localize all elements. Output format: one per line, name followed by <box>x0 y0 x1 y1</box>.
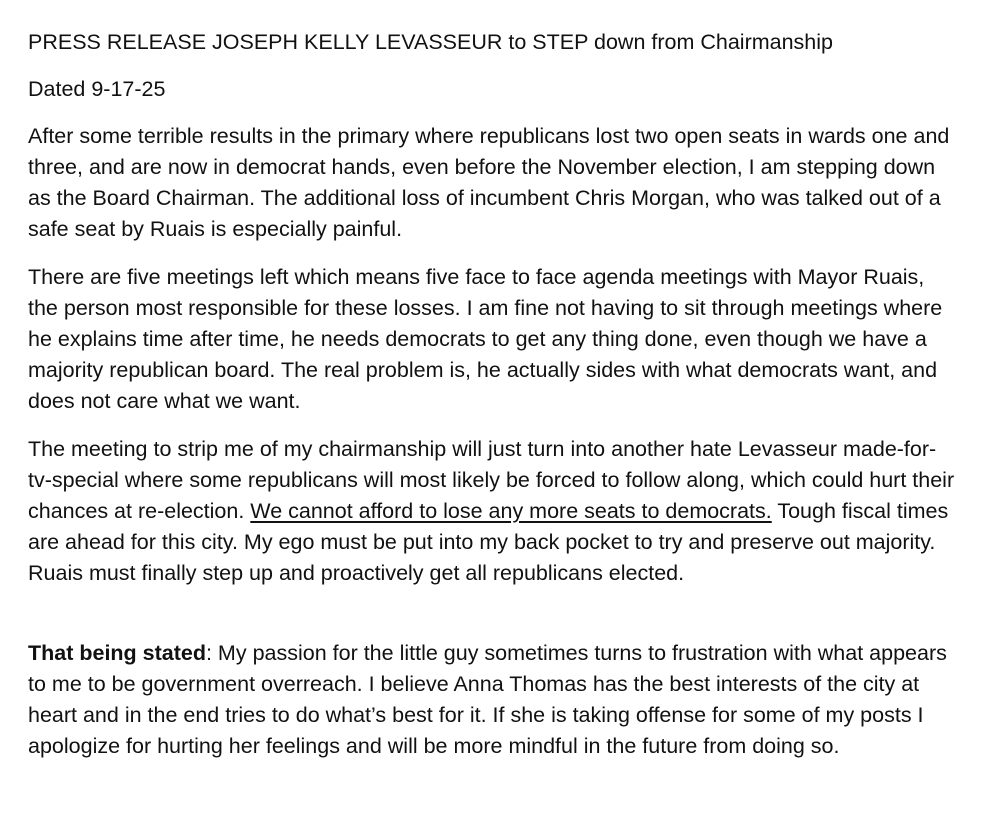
paragraph-text-after: : My passion for the little guy sometimes turns to frustration with what appears to me to be government overreach. I believe Anna Thomas has the best interests of the city at heart and in the end tries to do what’s best for it. If she is taking offense for some of my posts I apologize for hurting her feelings and will be more mindful in the future from doing so. <box>28 641 947 758</box>
paragraph-chairmanship-meeting <box>28 434 958 589</box>
paragraph-meetings: There are five meetings left which means five face to face agenda meetings with Mayor Ruais, the person most responsible for these losses. I am fine not having to sit through meetings where he explains time after time, he needs democrats to get any thing done, even though we have a majority republican board. The real problem is, he actually sides with what democrats want, and does not care what we want. <box>28 265 943 413</box>
paragraph-text-after: Tough fiscal times are ahead for this city. My ego must be put into my back pocket to try and preserve out majority. Ruais must finally step up and proactively get all republicans elected. <box>28 499 949 585</box>
underlined-statement: We cannot afford to lose any more seats to democrats. <box>250 499 772 523</box>
document-title: PRESS RELEASE JOSEPH KELLY LEVASSEUR to STEP down from Chairmanship <box>28 30 834 54</box>
paragraph-text-before: The meeting to strip me of my chairmanship will just turn into another hate Levasseur made-for-tv-special where some republicans will most likely be forced to follow along, which could hurt their chances at re-election. <box>28 437 955 523</box>
document-date: Dated 9-17-25 <box>28 77 166 101</box>
paragraph-apology <box>28 638 958 762</box>
bold-lead-in: That being stated <box>28 641 206 665</box>
paragraph-primary-results: After some terrible results in the primary where republicans lost two open seats in wards one and three, and are now in democrat hands, even before the November election, I am stepping down as the Board Chairman. The additional loss of incumbent Chris Morgan, who was talked out of a safe seat by Ruais is especially painful. <box>28 124 950 241</box>
